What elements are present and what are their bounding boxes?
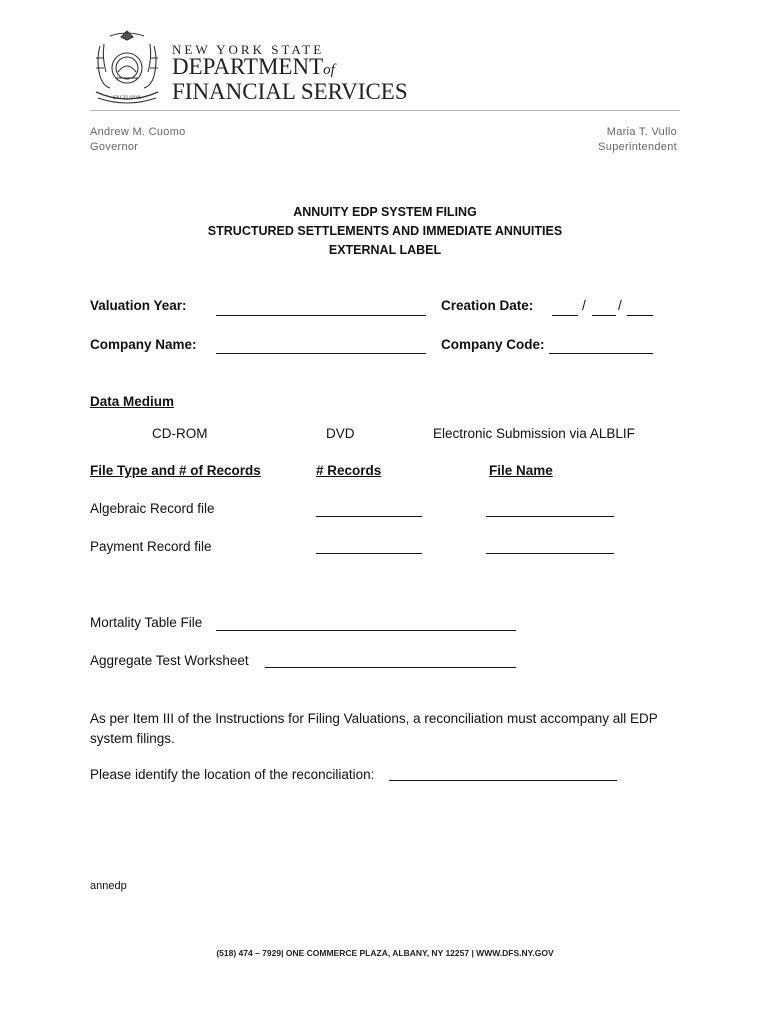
form-title-3: EXTERNAL LABEL	[328, 243, 442, 257]
creation-day-field[interactable]	[592, 315, 616, 316]
creation-date-label: Creation Date:	[441, 298, 534, 313]
form-code: annedp	[90, 880, 127, 892]
aggregate-worksheet-label: Aggregate Test Worksheet	[90, 653, 249, 668]
valuation-year-label: Valuation Year:	[90, 298, 187, 313]
data-medium-heading: Data Medium	[90, 394, 175, 409]
medium-option-dvd[interactable]: DVD	[326, 426, 355, 441]
company-name-label: Company Name:	[90, 337, 197, 352]
algebraic-record-label: Algebraic Record file	[90, 501, 215, 516]
mortality-table-field[interactable]	[216, 630, 516, 631]
algebraic-filename-field[interactable]	[486, 516, 614, 517]
file-name-header: File Name	[489, 463, 553, 478]
reconciliation-location-label: Please identify the location of the reconciliation:	[90, 767, 375, 782]
company-code-label: Company Code:	[441, 337, 545, 352]
payment-records-field[interactable]	[316, 553, 422, 554]
mortality-table-label: Mortality Table File	[90, 615, 203, 630]
superintendent-name: Maria T. Vullo	[606, 126, 677, 138]
governor-block	[90, 125, 186, 155]
algebraic-records-field[interactable]	[316, 516, 422, 517]
medium-option-electronic[interactable]: Electronic Submission via ALBLIF	[433, 426, 635, 441]
agency-line-3: FINANCIAL SERVICES	[172, 79, 408, 104]
form-title-1: ANNUITY EDP SYSTEM FILING	[293, 205, 477, 219]
header-divider	[90, 110, 680, 111]
governor-title: Governor	[90, 141, 139, 153]
records-header: # Records	[316, 463, 382, 478]
valuation-year-field[interactable]	[216, 315, 426, 316]
form-title-2: STRUCTURED SETTLEMENTS AND IMMEDIATE ANNUITIES	[207, 224, 563, 238]
superintendent-block	[598, 125, 677, 155]
agency-department: DEPARTMENT	[172, 54, 324, 79]
company-name-field[interactable]	[216, 353, 426, 354]
agency-of: of	[323, 62, 335, 78]
agency-line-1: NEW YORK STATE	[172, 42, 325, 57]
date-separator-1: /	[582, 298, 586, 313]
file-type-header: File Type and # of Records	[90, 463, 261, 478]
payment-filename-field[interactable]	[486, 553, 614, 554]
governor-name: Andrew M. Cuomo	[90, 126, 186, 138]
payment-record-label: Payment Record file	[90, 539, 212, 554]
agency-line-2	[172, 54, 335, 80]
reconciliation-location-field[interactable]	[389, 780, 617, 781]
footer-contact: (518) 474 – 7929| ONE COMMERCE PLAZA, ALBANY, NY 12257 | WWW.DFS.NY.GOV	[216, 948, 554, 958]
superintendent-title: Superintendent	[598, 141, 677, 153]
reconciliation-note: As per Item III of the Instructions for Filing Valuations, a reconciliation must accompany all EDP system filings.	[90, 711, 658, 746]
creation-month-field[interactable]	[552, 315, 578, 316]
aggregate-worksheet-field[interactable]	[265, 667, 516, 668]
seal-motto: EXCELSIOR	[113, 96, 141, 101]
medium-option-cdrom[interactable]: CD-ROM	[152, 426, 208, 441]
date-separator-2: /	[618, 298, 622, 313]
creation-year-field[interactable]	[627, 315, 653, 316]
company-code-field[interactable]	[549, 353, 653, 354]
state-seal-logo	[88, 28, 166, 106]
